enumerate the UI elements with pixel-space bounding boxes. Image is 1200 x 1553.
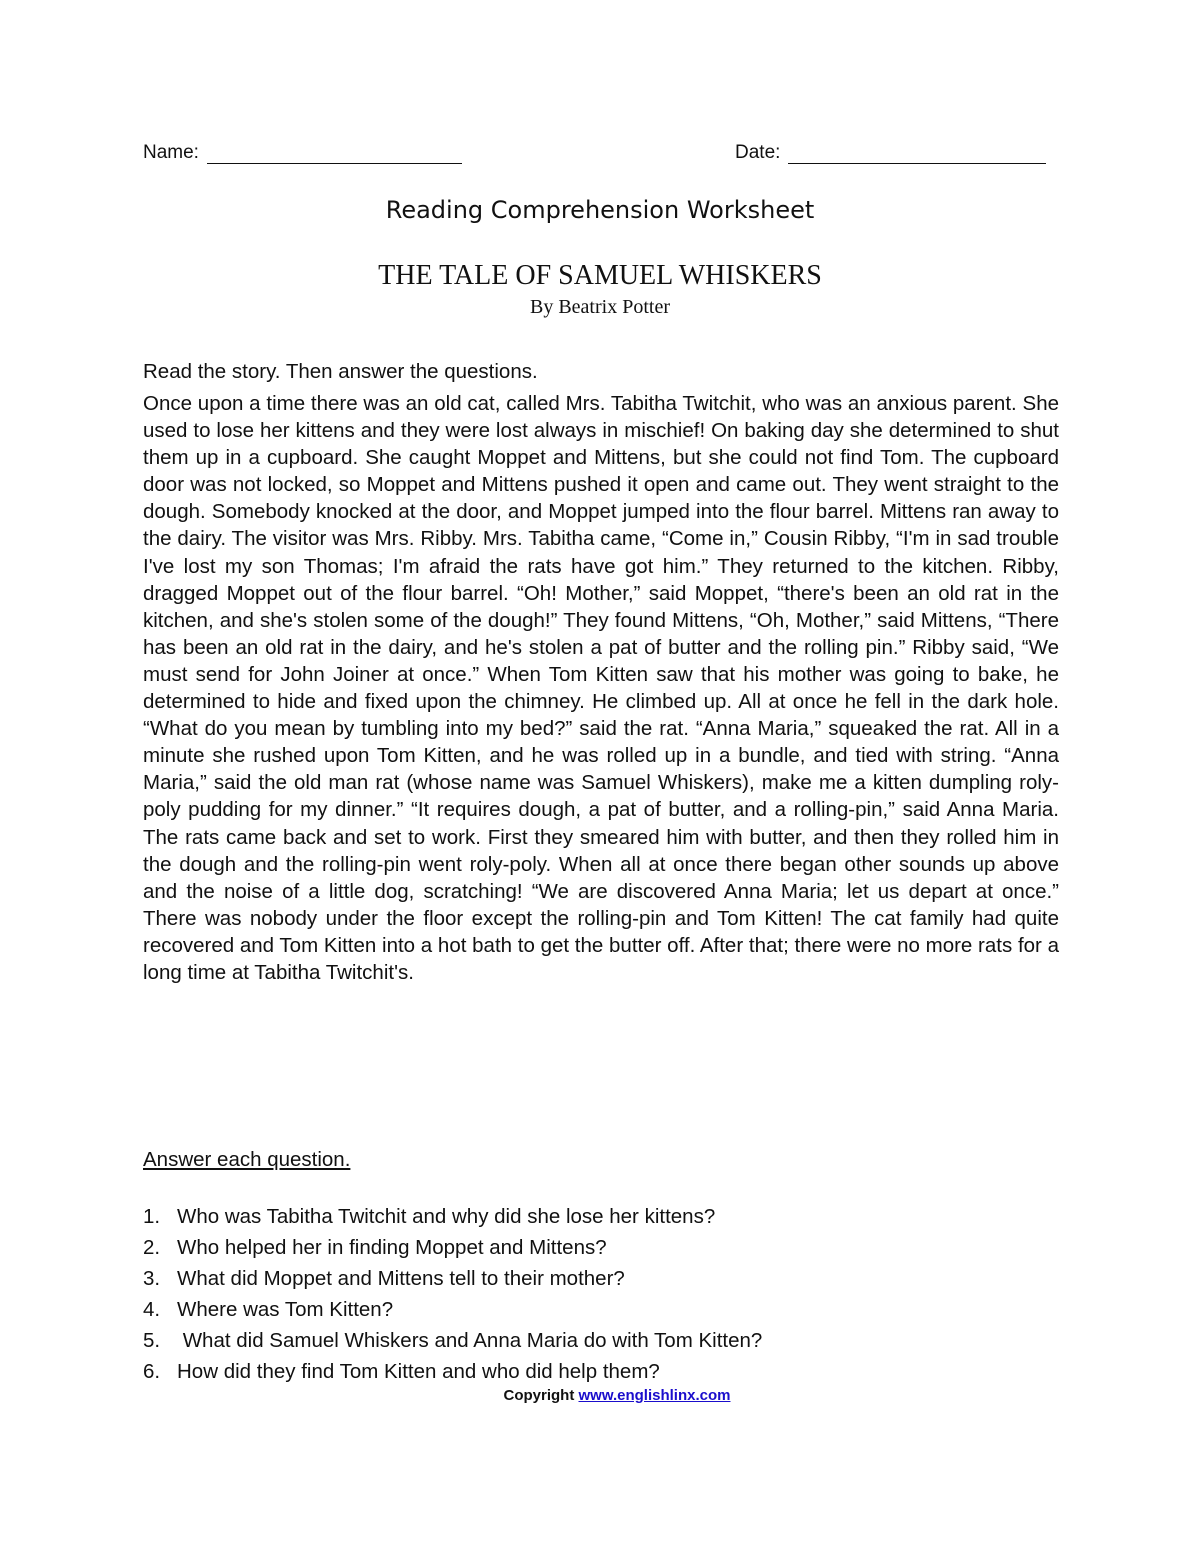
question-text: Where was Tom Kitten? bbox=[177, 1297, 394, 1321]
question-text: Who helped her in finding Moppet and Mittens? bbox=[177, 1235, 607, 1259]
story-text: Once upon a time there was an old cat, called Mrs. Tabitha Twitchit, who was an anxious parent. She used to lose her kittens and they were lost always in mischief! On baking day she determined to shut them up in a cupboard. She caught Moppet and Mittens, but she could not find Tom. The cupboard door was not locked, so Moppet and Mittens pushed it open and came out. They went straight to the dough. Somebody knocked at the door, and Moppet jumped into the flour barrel. Mittens ran away to the dairy. The visitor was Mrs. Ribby. Mrs. Tabitha came, “Come in,” Cousin Ribby, “I'm in sad trouble I've lost my son Thomas; I'm afraid the rats have got him.” They returned to the kitchen. Ribby, dragged Moppet out of the flour barrel. “Oh! Mother,” said Moppet, “there's been an old rat in the kitchen, and she's stolen some of the dough!” They found Mittens, “Oh, Mother,” said Mittens, “There has been an old rat in the dairy, and he's stolen a pat of butter and the rolling pin.” Ribby said, “We must send for John Joiner at once.” When Tom Kitten saw that his mother was going to bake, he determined to hide and fixed upon the chimney. He climbed up. All at once he fell in the dark hole. “What do you mean by tumbling into my bed?” said the rat. “Anna Maria,” squeaked the rat. All in a minute she rushed upon Tom Kitten, and he was rolled up in a bundle, and tied with string. “Anna Maria,” said the old man rat (whose name was Samuel Whiskers), make me a kitten dumpling roly-poly pudding for my dinner.” “It requires dough, a pat of butter, and a rolling-pin,” said Anna Maria. The rats came back and set to work. First they smeared him with butter, and then they rolled him in the dough and the rolling-pin went roly-poly. When all at once there began other sounds up above and the noise of a little dog, scratching! “We are discovered Anna Maria; let us depart at once.” There was nobody under the floor except the rolling-pin and Tom Kitten! The cat family had quite recovered and Tom Kitten into a hot bath to get the butter off. After that; there were no more rats for a long time at Tabitha Twitchit's. bbox=[143, 392, 1059, 984]
question-item bbox=[143, 1294, 1059, 1325]
question-item bbox=[143, 1232, 1059, 1263]
date-label: Date: bbox=[735, 142, 781, 163]
question-item bbox=[143, 1325, 1059, 1356]
date-field bbox=[735, 142, 1046, 164]
date-blank-line[interactable] bbox=[788, 143, 1046, 164]
question-number: 1. bbox=[143, 1204, 161, 1228]
question-number: 3. bbox=[143, 1266, 161, 1290]
copyright-link[interactable]: www.englishlinx.com bbox=[578, 1387, 731, 1404]
question-number: 4. bbox=[143, 1297, 161, 1321]
worksheet-title: Reading Comprehension Worksheet bbox=[385, 196, 815, 224]
copyright-footer bbox=[0, 1387, 1200, 1404]
question-list bbox=[143, 1201, 1059, 1387]
story-title: THE TALE OF SAMUEL WHISKERS bbox=[378, 260, 822, 291]
question-text: What did Moppet and Mittens tell to their mother? bbox=[177, 1266, 625, 1290]
copyright-label: Copyright bbox=[503, 1387, 575, 1404]
question-number: 5. bbox=[143, 1328, 161, 1352]
question-text: What did Samuel Whiskers and Anna Maria do with Tom Kitten? bbox=[177, 1328, 763, 1352]
name-label: Name: bbox=[143, 142, 199, 163]
question-text: Who was Tabitha Twitchit and why did she lose her kittens? bbox=[177, 1204, 716, 1228]
story-author: By Beatrix Potter bbox=[530, 296, 670, 318]
questions-heading: Answer each question. bbox=[143, 1148, 351, 1171]
instructions: Read the story. Then answer the questions. bbox=[143, 360, 538, 383]
question-number: 2. bbox=[143, 1235, 161, 1259]
name-blank-line[interactable] bbox=[207, 143, 462, 164]
worksheet-header bbox=[143, 142, 1053, 172]
name-field bbox=[143, 142, 462, 164]
question-number: 6. bbox=[143, 1359, 161, 1383]
question-item bbox=[143, 1263, 1059, 1294]
question-text: How did they find Tom Kitten and who did help them? bbox=[177, 1359, 660, 1383]
question-item bbox=[143, 1356, 1059, 1387]
question-item bbox=[143, 1201, 1059, 1232]
